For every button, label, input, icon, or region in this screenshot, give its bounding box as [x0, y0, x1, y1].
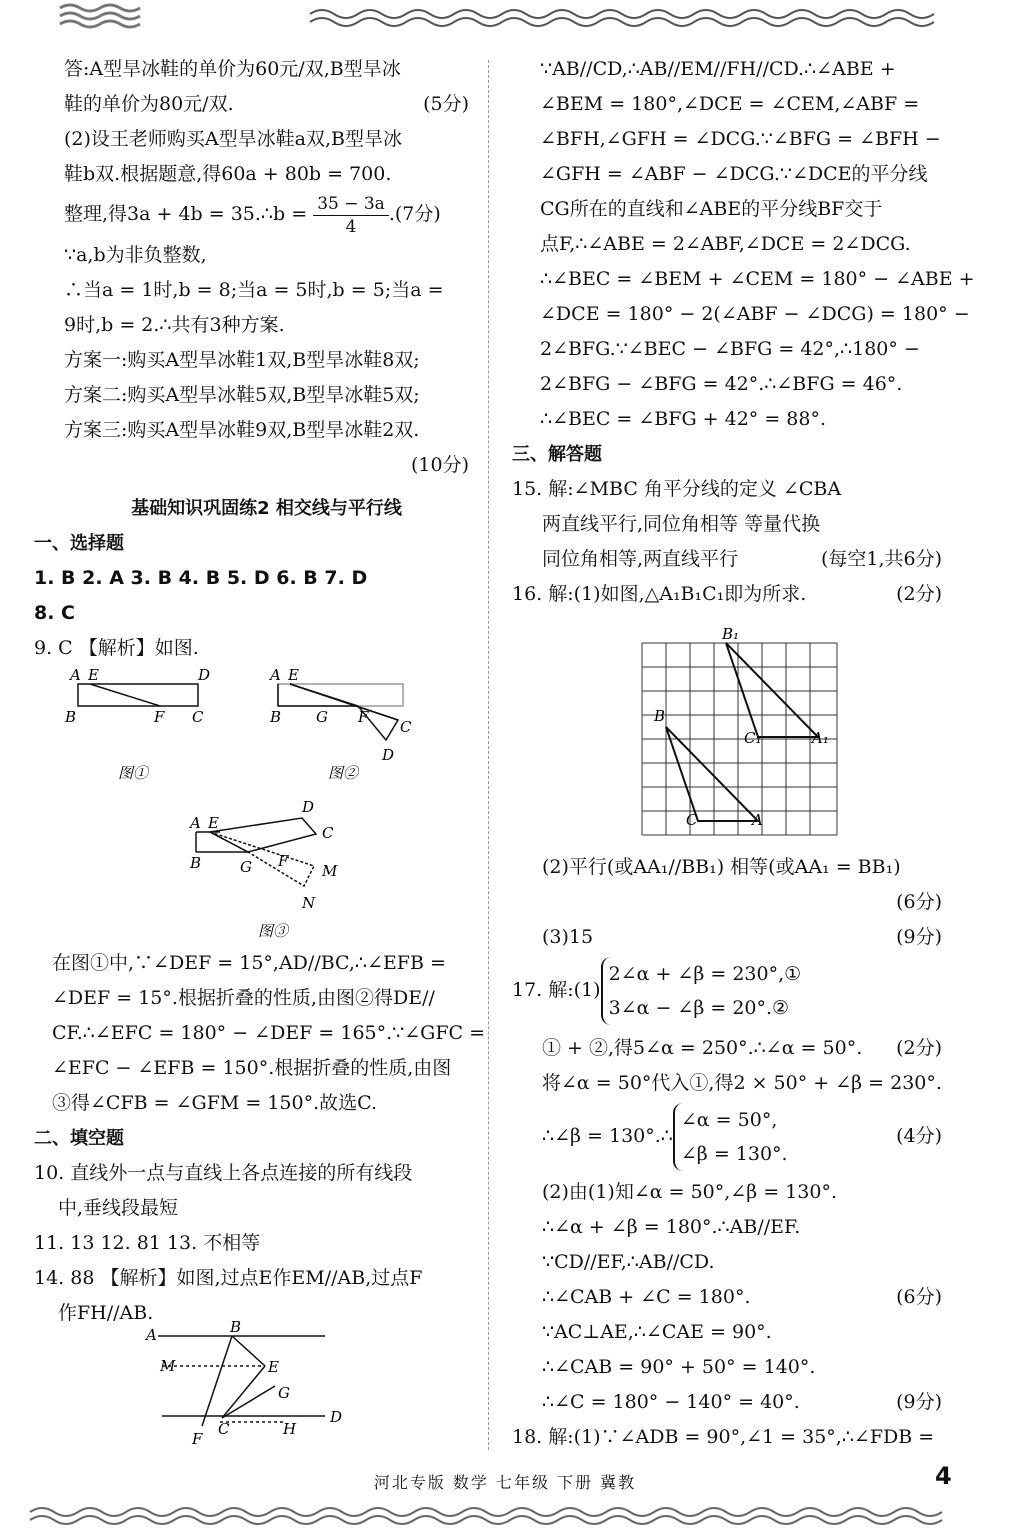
- svg-text:C: C: [322, 824, 334, 842]
- svg-text:A: A: [270, 666, 281, 684]
- analysis-line: ∠BFH,∠GFH = ∠DCG.∵∠BFG = ∠BFH −: [540, 128, 941, 150]
- svg-text:B₁: B₁: [722, 625, 740, 643]
- answer-line: 方案一:购买A型旱冰鞋1双,B型旱冰鞋8双;: [64, 348, 420, 371]
- heading-fill: 二、填空题: [34, 1128, 124, 1149]
- q15-answer: 同位角相等,两直线平行 (每空1,共6分): [542, 548, 942, 570]
- analysis-line: ∠DCE = 180° − 2(∠ABF − ∠DCG) = 180° −: [540, 303, 970, 325]
- svg-text:A: A: [146, 1326, 157, 1344]
- answer-line: 答:A型旱冰鞋的单价为60元/双,B型旱冰: [64, 58, 401, 80]
- q17-system: 17. 解:(1) 2∠α + ∠β = 230°,① 3∠α − ∠β = 20°.②: [512, 955, 942, 1031]
- analysis-line: ∠GFH = ∠ABF − ∠DCG.∵∠DCE的平分线: [540, 163, 928, 185]
- svg-text:M: M: [322, 862, 338, 880]
- equation-brace: 2∠α + ∠β = 230°,① 3∠α − ∠β = 20°.②: [601, 957, 802, 1025]
- analysis-line: 在图①中,∵∠DEF = 15°,AD//BC,∴∠EFB =: [52, 952, 446, 974]
- svg-text:G: G: [240, 858, 252, 876]
- svg-text:D: D: [198, 666, 211, 684]
- svg-text:A: A: [190, 814, 201, 832]
- figure-2: [268, 666, 412, 764]
- bottom-wave-decoration: [0, 1500, 1010, 1536]
- page-footer: 河北专版 数学 七年级 下册 冀教: [373, 1473, 637, 1492]
- page-number: 4: [935, 1462, 952, 1490]
- answer-line: 鞋b双.根据题意,得60a + 80b = 700.: [64, 163, 392, 185]
- q17-result: ∴∠β = 130°.∴ ∠α = 50°, ∠β = 130°. (4分): [512, 1101, 942, 1175]
- svg-text:D: D: [382, 746, 395, 764]
- q15-answer: 15. 解:∠MBC 角平分线的定义 ∠CBA: [512, 478, 842, 500]
- q15-answer: 两直线平行,同位角相等 等量代换: [542, 513, 821, 535]
- analysis-line: ③得∠CFB = ∠GFM = 150°.故选C.: [52, 1092, 378, 1114]
- svg-text:M: M: [160, 1357, 176, 1375]
- heading-choice: 一、选择题: [34, 532, 124, 554]
- svg-text:N: N: [302, 894, 316, 912]
- figure-3-caption: 图③: [258, 922, 289, 940]
- right-column: [512, 52, 975, 612]
- q18-answer: 18. 解:(1)∵∠ADB = 90°,∠1 = 35°,∴∠FDB =: [512, 1426, 935, 1448]
- svg-text:B: B: [190, 854, 202, 872]
- answer-line: 方案二:购买A型旱冰鞋5双,B型旱冰鞋5双;: [64, 383, 420, 406]
- q17-answer: ∵CD//EF,∴AB//CD.: [542, 1251, 715, 1273]
- q17-answer: ∴∠CAB = 90° + 50° = 140°.: [542, 1356, 816, 1378]
- q9-answer: 9. C 【解析】如图.: [34, 636, 199, 659]
- fill-answer: 11. 13 12. 81 13. 不相等: [34, 1232, 261, 1254]
- left-column: [34, 52, 469, 666]
- score-note: (10分): [410, 453, 469, 476]
- analysis-line: 2∠BFG.∵∠BEC − ∠BFG = 42°,∴180° −: [540, 338, 920, 360]
- top-wave-decoration: [0, 0, 1010, 40]
- q17-answer: ∵AC⊥AE,∴∠CAE = 90°.: [542, 1321, 772, 1343]
- svg-text:B: B: [65, 708, 77, 726]
- result-brace: ∠α = 50°, ∠β = 130°.: [673, 1103, 788, 1171]
- q17-answer: (2)由(1)知∠α = 50°,∠β = 130°.: [542, 1181, 838, 1203]
- answer-line: 方案三:购买A型旱冰鞋9双,B型旱冰鞋2双.: [64, 418, 420, 441]
- figure-3: [188, 798, 338, 912]
- figure-1: [64, 666, 210, 726]
- heading-solve: 三、解答题: [512, 444, 602, 465]
- svg-text:B: B: [270, 708, 282, 726]
- svg-text:E: E: [88, 666, 99, 684]
- analysis-line: 2∠BFG − ∠BFG = 42°.∴∠BFG = 46°.: [540, 373, 903, 395]
- q17-answer: ∴∠C = 180° − 140° = 40°. (9分): [542, 1391, 942, 1413]
- svg-text:C₁: C₁: [744, 729, 762, 747]
- choice-answers: 1. B 2. A 3. B 4. B 5. D 6. B 7. D: [34, 566, 368, 589]
- answer-line: 9时,b = 2.∴共有3种方案.: [64, 313, 285, 336]
- q17-answer: 将∠α = 50°代入①,得2 × 50° + ∠β = 230°.: [542, 1072, 942, 1094]
- right-column-lower: [512, 850, 942, 1455]
- q9-figures: [40, 660, 480, 950]
- analysis-line: CG所在的直线和∠ABE的平分线BF交于: [540, 198, 883, 220]
- answer-line: ∵a,b为非负整数,: [64, 243, 207, 266]
- svg-text:G: G: [316, 708, 328, 726]
- analysis-line: ∴∠BEC = ∠BFG + 42° = 88°.: [540, 408, 827, 430]
- analysis-line: 点F,∴∠ABE = 2∠ABF,∠DCE = 2∠DCG.: [540, 233, 911, 255]
- answer-line: (2)设王老师购买A型旱冰鞋a双,B型旱冰: [64, 128, 402, 150]
- svg-text:F: F: [192, 1430, 203, 1448]
- svg-text:F: F: [358, 708, 369, 726]
- q16-answer: (2)平行(或AA₁//BB₁) 相等(或AA₁ = BB₁): [542, 856, 901, 878]
- svg-text:B: B: [654, 707, 666, 725]
- svg-text:A: A: [70, 666, 81, 684]
- svg-text:A: A: [752, 811, 763, 829]
- fill-answer: 作FH//AB.: [58, 1302, 154, 1324]
- q17-answer: ∴∠α + ∠β = 180°.∴AB//EF.: [542, 1216, 801, 1238]
- fill-answer: 10. 直线外一点与直线上各点连接的所有线段: [34, 1162, 413, 1184]
- figure-2-caption: 图②: [328, 764, 359, 782]
- svg-text:C: C: [400, 718, 412, 736]
- answer-line: 鞋的单价为80元/双. (5分): [64, 93, 469, 115]
- svg-text:E: E: [208, 814, 219, 832]
- svg-text:F: F: [278, 852, 289, 870]
- analysis-line: ∠BEM = 180°,∠DCE = ∠CEM,∠ABF =: [540, 93, 920, 115]
- svg-text:H: H: [283, 1420, 297, 1438]
- svg-text:C: C: [192, 708, 204, 726]
- analysis-line: ∵AB//CD,∴AB//EM//FH//CD.∴∠ABE +: [540, 58, 896, 80]
- svg-text:G: G: [278, 1384, 290, 1402]
- svg-text:A₁: A₁: [812, 729, 829, 747]
- analysis-line: CF.∴∠EFC = 180° − ∠DEF = 165°.∵∠GFC =: [52, 1022, 486, 1044]
- analysis-line: ∠DEF = 15°.根据折叠的性质,由图②得DE//: [52, 987, 435, 1009]
- q16-grid-figure: [638, 625, 848, 845]
- answer-line-fraction: 整理,得3a + 4b = 35.∴b = $\frac{35 - 3a}{4}$ .(7分): [64, 193, 441, 237]
- answer-line: ∴当a = 1时,b = 8;当a = 5时,b = 5;当a =: [64, 278, 444, 301]
- q16-answer: (3)15 (9分): [542, 926, 942, 948]
- q17-answer: ① + ②,得5∠α = 250°.∴∠α = 50°. (2分): [542, 1037, 942, 1059]
- q17-answer: ∴∠CAB + ∠C = 180°. (6分): [542, 1286, 942, 1308]
- fill-answer: 14. 88 【解析】如图,过点E作EM//AB,过点F: [34, 1267, 423, 1289]
- analysis-line: ∴∠BEC = ∠BEM + ∠CEM = 180° − ∠ABE +: [540, 268, 975, 290]
- svg-text:E: E: [288, 666, 299, 684]
- svg-text:E: E: [268, 1358, 279, 1376]
- svg-text:F: F: [154, 708, 165, 726]
- q16-answer: 16. 解:(1)如图,△A₁B₁C₁即为所求. (2分): [512, 583, 942, 605]
- section-title: 基础知识巩固练2 相交线与平行线: [131, 497, 402, 519]
- q14-figure: [140, 1318, 360, 1448]
- column-divider: [488, 60, 489, 1450]
- svg-text:C: C: [218, 1420, 230, 1438]
- fill-answer: 中,垂线段最短: [58, 1197, 179, 1219]
- fraction: $\frac{35 - 3a}{4}$: [313, 193, 389, 238]
- figure-1-caption: 图①: [118, 764, 149, 782]
- svg-text:D: D: [330, 1408, 343, 1426]
- score-note: (6分): [896, 891, 942, 913]
- svg-text:B: B: [230, 1318, 242, 1336]
- choice-answers: 8. C: [34, 601, 75, 624]
- analysis-line: ∠EFC − ∠EFB = 150°.根据折叠的性质,由图: [52, 1057, 452, 1079]
- svg-text:D: D: [302, 798, 315, 816]
- svg-text:C: C: [686, 811, 698, 829]
- left-column-lower: [34, 946, 486, 1331]
